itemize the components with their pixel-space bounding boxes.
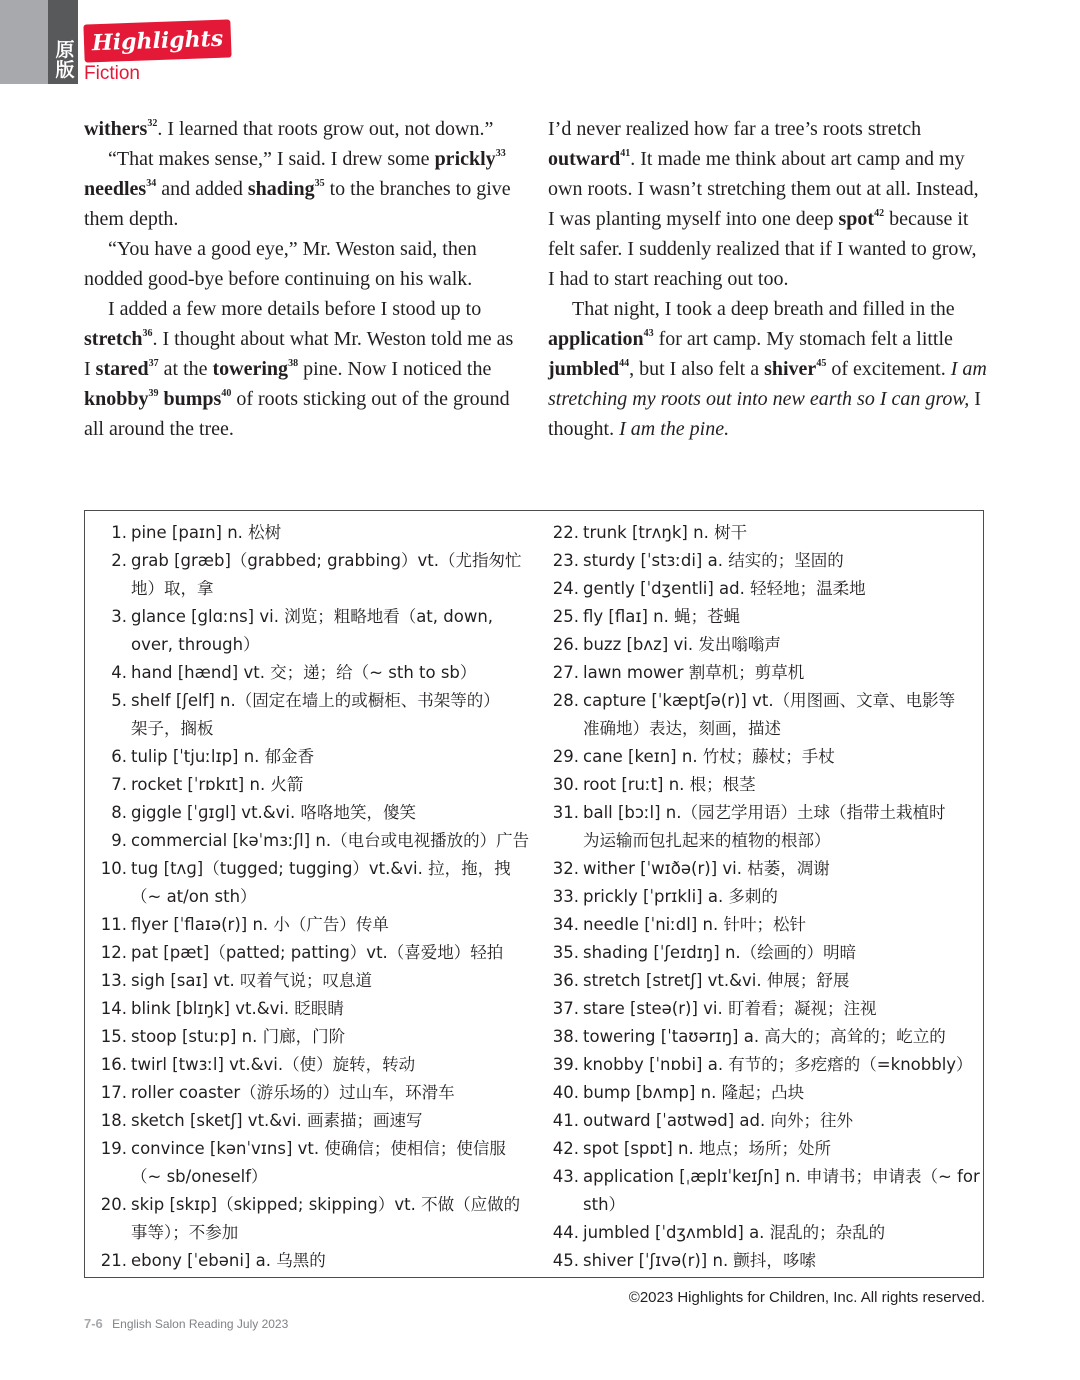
entry-number: 12. (100, 943, 127, 962)
glossary-first-line (89, 1135, 519, 1163)
entry-number: 45. (552, 1251, 579, 1270)
entry-text: pat [pæt]（patted; patting）vt.（喜爱地）轻拍 (131, 943, 504, 962)
glossary-first-line (541, 743, 981, 771)
entry-number: 6. (111, 747, 127, 766)
entry-text: twirl [twɜːl] vt.&vi.（使）旋转，转动 (131, 1055, 416, 1074)
page-number: 7-6 (84, 1316, 103, 1331)
entry-text: skip [skɪp]（skipped; skipping）vt. 不做（应做的 (131, 1195, 521, 1214)
entry-number: 35. (552, 943, 579, 962)
entry-number: 25. (552, 607, 579, 626)
entry-text: grab [græb]（grabbed; grabbing）vt.（尤指匆忙 (131, 551, 522, 570)
glossary-first-line (541, 575, 981, 603)
glossary-entry (89, 743, 519, 771)
vocab-word: shiver (764, 358, 817, 380)
story-text: because it felt safer. I suddenly realized that if I wanted to grow, I had to start reaching out too. (548, 208, 977, 290)
glossary-first-line (541, 1023, 981, 1051)
entry-text: stretch [stretʃ] vt.&vi. 伸展；舒展 (583, 971, 850, 990)
entry-text: sturdy [ˈstɜːdi] a. 结实的；坚固的 (583, 551, 844, 570)
glossary-entry (89, 1247, 519, 1275)
entry-number: 39. (552, 1055, 579, 1074)
glossary-entry (89, 995, 519, 1023)
entry-number: 33. (552, 887, 579, 906)
entry-continuation: （~ at/on sth） (131, 887, 257, 906)
entry-number: 8. (111, 803, 127, 822)
footnote-number: 42 (874, 208, 885, 219)
entry-number: 23. (552, 551, 579, 570)
story-text: and added (156, 178, 248, 200)
glossary-entry (541, 883, 981, 911)
glossary-entry (541, 547, 981, 575)
story-column-right (548, 114, 988, 444)
footnote-number: 44 (619, 358, 630, 369)
highlights-logo: Highlights (83, 19, 231, 62)
entry-text: cane [keɪn] n. 竹杖；藤杖；手杖 (583, 747, 835, 766)
entry-text: needle [ˈniːdl] n. 针叶；松针 (583, 915, 806, 934)
vocab-word: towering (212, 358, 289, 380)
glossary-entry (541, 967, 981, 995)
glossary-entry (89, 659, 519, 687)
glossary-first-line (89, 967, 519, 995)
entry-text: sigh [saɪ] vt. 叹着气说；叹息道 (131, 971, 373, 990)
glossary-entry (541, 603, 981, 631)
entry-number: 36. (552, 971, 579, 990)
story-text: “That makes sense,” I said. I drew some (108, 148, 435, 170)
entry-text: wither [ˈwɪðə(r)] vi. 枯萎，凋谢 (583, 859, 830, 878)
glossary-entry (89, 1107, 519, 1135)
glossary-entry (541, 1051, 981, 1079)
glossary-entry (89, 1023, 519, 1051)
glossary-entry (541, 939, 981, 967)
glossary-first-line (89, 939, 519, 967)
entry-number: 26. (552, 635, 579, 654)
entry-text: convince [kənˈvɪns] vt. 使确信；使相信；使信服 (131, 1139, 506, 1158)
glossary-first-line (541, 547, 981, 575)
glossary-first-line (89, 827, 530, 855)
glossary-entry (89, 547, 522, 603)
entry-number: 3. (111, 607, 127, 626)
glossary-entry (89, 855, 519, 911)
glossary-first-line (541, 799, 981, 827)
glossary-entry (541, 799, 981, 855)
glossary-first-line (541, 1219, 981, 1247)
entry-number: 29. (552, 747, 579, 766)
footnote-number: 34 (146, 178, 157, 189)
glossary-entry (89, 519, 519, 547)
entry-text: application [ˌæplɪˈkeɪʃn] n. 申请书；申请表（~ for (583, 1167, 980, 1186)
footnote-number: 38 (288, 358, 299, 369)
glossary-entry (541, 575, 981, 603)
entry-number: 41. (552, 1111, 579, 1130)
glossary-first-line (541, 911, 981, 939)
glossary-entry (541, 1079, 981, 1107)
glossary-entry (541, 995, 981, 1023)
glossary-entry (541, 911, 981, 939)
glossary-first-line (541, 631, 981, 659)
entry-text: fly [flaɪ] n. 蝇；苍蝇 (583, 607, 741, 626)
section-label: Fiction (84, 63, 140, 84)
glossary-entry (89, 827, 530, 855)
story-paragraph (84, 234, 524, 294)
glossary-entry (541, 1023, 981, 1051)
glossary-first-line (89, 911, 519, 939)
glossary-first-line (89, 1023, 519, 1051)
glossary-first-line (89, 1107, 519, 1135)
glossary-first-line (541, 1079, 981, 1107)
vocab-word: outward (548, 148, 621, 170)
glossary-first-line (89, 771, 519, 799)
header-tab (0, 0, 48, 84)
story-text: for art camp. My stomach felt a little (653, 328, 953, 350)
story-text: I’d never realized how far a tree’s roots stretch (548, 118, 922, 140)
story-paragraph (84, 114, 524, 144)
entry-text: sketch [sketʃ] vt.&vi. 画素描；画速写 (131, 1111, 423, 1130)
glossary-first-line (89, 659, 519, 687)
entry-continuation: （~ sb/oneself） (131, 1167, 268, 1186)
vocab-word: stared (95, 358, 149, 380)
entry-text: glance [glɑːns] vi. 浏览；粗略地看（at, down, (131, 607, 494, 626)
entry-text: shiver [ˈʃɪvə(r)] n. 颤抖，哆嗦 (583, 1251, 816, 1270)
entry-text: tulip [ˈtjuːlɪp] n. 郁金香 (131, 747, 315, 766)
footnote-number: 37 (148, 358, 159, 369)
entry-text: bump [bʌmp] n. 隆起；凸块 (583, 1083, 805, 1102)
glossary-entry (89, 1079, 519, 1107)
entry-number: 44. (552, 1223, 579, 1242)
entry-text: pine [paɪn] n. 松树 (131, 523, 282, 542)
entry-continuation: 事等）；不参加 (131, 1223, 239, 1242)
footnote-number: 39 (148, 388, 159, 399)
story-paragraph (84, 294, 524, 444)
entry-continuation: 地）取，拿 (131, 579, 214, 598)
entry-number: 17. (100, 1083, 127, 1102)
entry-number: 4. (111, 663, 127, 682)
glossary-first-line (541, 771, 981, 799)
vocab-word: application (548, 328, 644, 350)
story-text: . I learned that roots grow out, not down.” (157, 118, 494, 140)
story-text: to the branches to give them depth. (84, 178, 511, 230)
glossary-entry (89, 603, 519, 659)
entry-number: 11. (100, 915, 127, 934)
glossary-first-line (541, 1247, 981, 1275)
glossary-column-right (541, 519, 981, 1275)
glossary-box (84, 510, 984, 1278)
glossary-first-line (89, 519, 519, 547)
entry-text: roller coaster（游乐场的）过山车，环滑车 (131, 1083, 455, 1102)
glossary-entry (89, 771, 519, 799)
vocab-word: knobby (84, 388, 149, 410)
story-text: I thought. (548, 388, 981, 440)
page-header (0, 0, 400, 90)
entry-text: hand [hænd] vt. 交；递；给（~ sth to sb） (131, 663, 477, 682)
entry-number: 15. (100, 1027, 127, 1046)
entry-text: stoop [stuːp] n. 门廊，门阶 (131, 1027, 346, 1046)
glossary-entry (541, 1219, 981, 1247)
entry-text: tug [tʌɡ]（tugged; tugging）vt.&vi. 拉，拖，拽 (131, 859, 511, 878)
italic-text: I am stretching my roots out into new earth so I can grow, (548, 358, 987, 410)
entry-number: 37. (552, 999, 579, 1018)
footnote-number: 36 (142, 328, 153, 339)
story-text: I added a few more details before I stood up to (108, 298, 482, 320)
original-badge: 原版 (55, 39, 75, 81)
story-paragraph (548, 294, 988, 444)
vocab-word: prickly (434, 148, 496, 170)
vocab-word: spot (838, 208, 875, 230)
story-paragraph (548, 114, 988, 294)
entry-continuation: sth） (583, 1195, 626, 1214)
glossary-first-line (89, 1079, 519, 1107)
entry-text: prickly [ˈprɪkli] a. 多刺的 (583, 887, 778, 906)
entry-number: 21. (100, 1251, 127, 1270)
entry-text: lawn mower 割草机；剪草机 (583, 663, 805, 682)
vocab-word: jumbled (548, 358, 620, 380)
glossary-first-line (89, 1191, 519, 1219)
glossary-first-line (541, 1163, 981, 1191)
footnote-number: 32 (147, 118, 158, 129)
vocab-word: withers (84, 118, 148, 140)
glossary-first-line (541, 939, 981, 967)
story-text: That night, I took a deep breath and filled in the (572, 298, 955, 320)
story-paragraph (84, 144, 524, 234)
glossary-first-line (541, 967, 981, 995)
entry-text: jumbled [ˈdʒʌmbld] a. 混乱的；杂乱的 (583, 1223, 886, 1242)
entry-number: 13. (100, 971, 127, 990)
glossary-entry (541, 1107, 981, 1135)
footnote-number: 33 (495, 148, 506, 159)
glossary-entry (89, 799, 519, 827)
entry-number: 19. (100, 1139, 127, 1158)
story-text: . I thought about what Mr. Weston told me as I (84, 328, 514, 380)
entry-text: commercial [kəˈmɜːʃl] n.（电台或电视播放的）广告 (131, 831, 530, 850)
glossary-first-line (541, 855, 981, 883)
story-text: “You have a good eye,” Mr. Weston said, then nodded good-bye before continuing on his walk. (84, 238, 477, 290)
glossary-first-line (541, 687, 981, 715)
entry-number: 32. (552, 859, 579, 878)
glossary-first-line (541, 1135, 981, 1163)
glossary-first-line (541, 659, 981, 687)
glossary-entry (89, 939, 519, 967)
entry-text: gently [ˈdʒentli] ad. 轻轻地；温柔地 (583, 579, 866, 598)
glossary-first-line (89, 995, 519, 1023)
glossary-entry (541, 659, 981, 687)
glossary-first-line (541, 995, 981, 1023)
entry-text: knobby [ˈnɒbi] a. 有节的；多疙瘩的（=knobbly） (583, 1055, 973, 1074)
glossary-entry (541, 1163, 981, 1219)
entry-text: blink [blɪŋk] vt.&vi. 眨眼睛 (131, 999, 344, 1018)
entry-number: 2. (111, 551, 127, 570)
entry-text: capture [ˈkæptʃə(r)] vt.（用图画、文章、电影等 (583, 691, 956, 710)
entry-text: shelf [ʃelf] n.（固定在墙上的或橱柜、书架等的） (131, 691, 500, 710)
entry-number: 16. (100, 1055, 127, 1074)
glossary-first-line (541, 519, 981, 547)
footnote-number: 35 (314, 178, 325, 189)
entry-text: flyer [ˈflaɪə(r)] n. 小（广告）传单 (131, 915, 389, 934)
footnote-number: 41 (620, 148, 631, 159)
story-text: . It made me think about art camp and my own roots. I wasn’t stretching them out at all. Instead, I was planting myself into one deep (548, 148, 979, 230)
entry-number: 1. (111, 523, 127, 542)
footnote-number: 40 (221, 388, 232, 399)
vocab-word: shading (247, 178, 315, 200)
footnote-number: 43 (643, 328, 654, 339)
entry-number: 20. (100, 1195, 127, 1214)
footnote-number: 45 (816, 358, 827, 369)
entry-number: 43. (552, 1167, 579, 1186)
story-text: , but I also felt a (629, 358, 765, 380)
glossary-entry (541, 1135, 981, 1163)
entry-number: 9. (111, 831, 127, 850)
entry-number: 7. (111, 775, 127, 794)
glossary-column-left (89, 519, 530, 1275)
glossary-first-line (89, 1247, 519, 1275)
entry-text: outward [ˈaʊtwəd] ad. 向外；往外 (583, 1111, 853, 1130)
entry-text: towering [ˈtaʊərɪŋ] a. 高大的；高耸的；屹立的 (583, 1027, 946, 1046)
entry-number: 30. (552, 775, 579, 794)
glossary-entry (541, 855, 981, 883)
glossary-entry (541, 631, 981, 659)
entry-number: 34. (552, 915, 579, 934)
glossary-first-line (89, 855, 519, 883)
entry-number: 31. (552, 803, 579, 822)
glossary-first-line (541, 1051, 981, 1079)
entry-number: 24. (552, 579, 579, 598)
entry-text: stare [steə(r)] vi. 盯着看；凝视；注视 (583, 999, 877, 1018)
entry-text: ebony [ˈebəni] a. 乌黑的 (131, 1251, 326, 1270)
glossary-first-line (89, 603, 519, 631)
italic-text: I am the pine. (619, 418, 730, 440)
glossary-first-line (541, 883, 981, 911)
glossary-entry (541, 771, 981, 799)
vocab-word: bumps (163, 388, 222, 410)
glossary-entry (541, 519, 981, 547)
entry-number: 22. (552, 523, 579, 542)
entry-number: 42. (552, 1139, 579, 1158)
entry-text: trunk [trʌŋk] n. 树干 (583, 523, 748, 542)
glossary-entry (89, 967, 519, 995)
glossary-first-line (89, 1051, 519, 1079)
entry-number: 40. (552, 1083, 579, 1102)
entry-text: buzz [bʌz] vi. 发出嗡嗡声 (583, 635, 781, 654)
magazine-name: English Salon Reading (112, 1317, 234, 1331)
entry-text: giggle [ˈɡɪɡl] vt.&vi. 咯咯地笑，傻笑 (131, 803, 416, 822)
entry-number: 18. (100, 1111, 127, 1130)
vocab-word: needles (84, 178, 147, 200)
issue-date: July 2023 (236, 1317, 289, 1331)
glossary-entry (541, 1247, 981, 1275)
glossary-entry (89, 1051, 519, 1079)
entry-continuation: 准确地）表达，刻画，描述 (583, 719, 781, 738)
glossary-first-line (89, 547, 522, 575)
entry-number: 10. (100, 859, 127, 878)
glossary-first-line (89, 743, 519, 771)
entry-text: rocket [ˈrɒkɪt] n. 火箭 (131, 775, 304, 794)
glossary-entry (541, 687, 981, 743)
entry-continuation: 架子，搁板 (131, 719, 214, 738)
glossary-first-line (541, 603, 981, 631)
entry-text: root [ruːt] n. 根；根茎 (583, 775, 756, 794)
entry-number: 14. (100, 999, 127, 1018)
glossary-entry (541, 743, 981, 771)
glossary-entry (89, 687, 519, 743)
story-text: of excitement. (826, 358, 951, 380)
glossary-entry (89, 1135, 519, 1191)
glossary-entry (89, 1191, 519, 1247)
entry-text: shading [ˈʃeɪdɪŋ] n.（绘画的）明暗 (583, 943, 857, 962)
entry-number: 38. (552, 1027, 579, 1046)
glossary-first-line (541, 1107, 981, 1135)
story-text: of roots sticking out of the ground all around the tree. (84, 388, 510, 440)
glossary-entry (89, 911, 519, 939)
glossary-first-line (89, 799, 519, 827)
entry-text: ball [bɔːl] n.（园艺学用语）土球（指带土栽植时 (583, 803, 946, 822)
story-text: at the (158, 358, 213, 380)
copyright-notice: ©2023 Highlights for Children, Inc. All rights reserved. (628, 1289, 985, 1306)
entry-number: 28. (552, 691, 579, 710)
vocab-word: stretch (84, 328, 143, 350)
entry-continuation: over, through） (131, 635, 260, 654)
story-text: pine. Now I noticed the (298, 358, 492, 380)
glossary-first-line (89, 687, 519, 715)
entry-number: 27. (552, 663, 579, 682)
entry-text: spot [spɒt] n. 地点；场所；处所 (583, 1139, 831, 1158)
story-column-left (84, 114, 524, 444)
entry-number: 5. (111, 691, 127, 710)
page-footer (84, 1316, 288, 1331)
entry-continuation: 为运输而包扎起来的植物的根部） (583, 831, 831, 850)
